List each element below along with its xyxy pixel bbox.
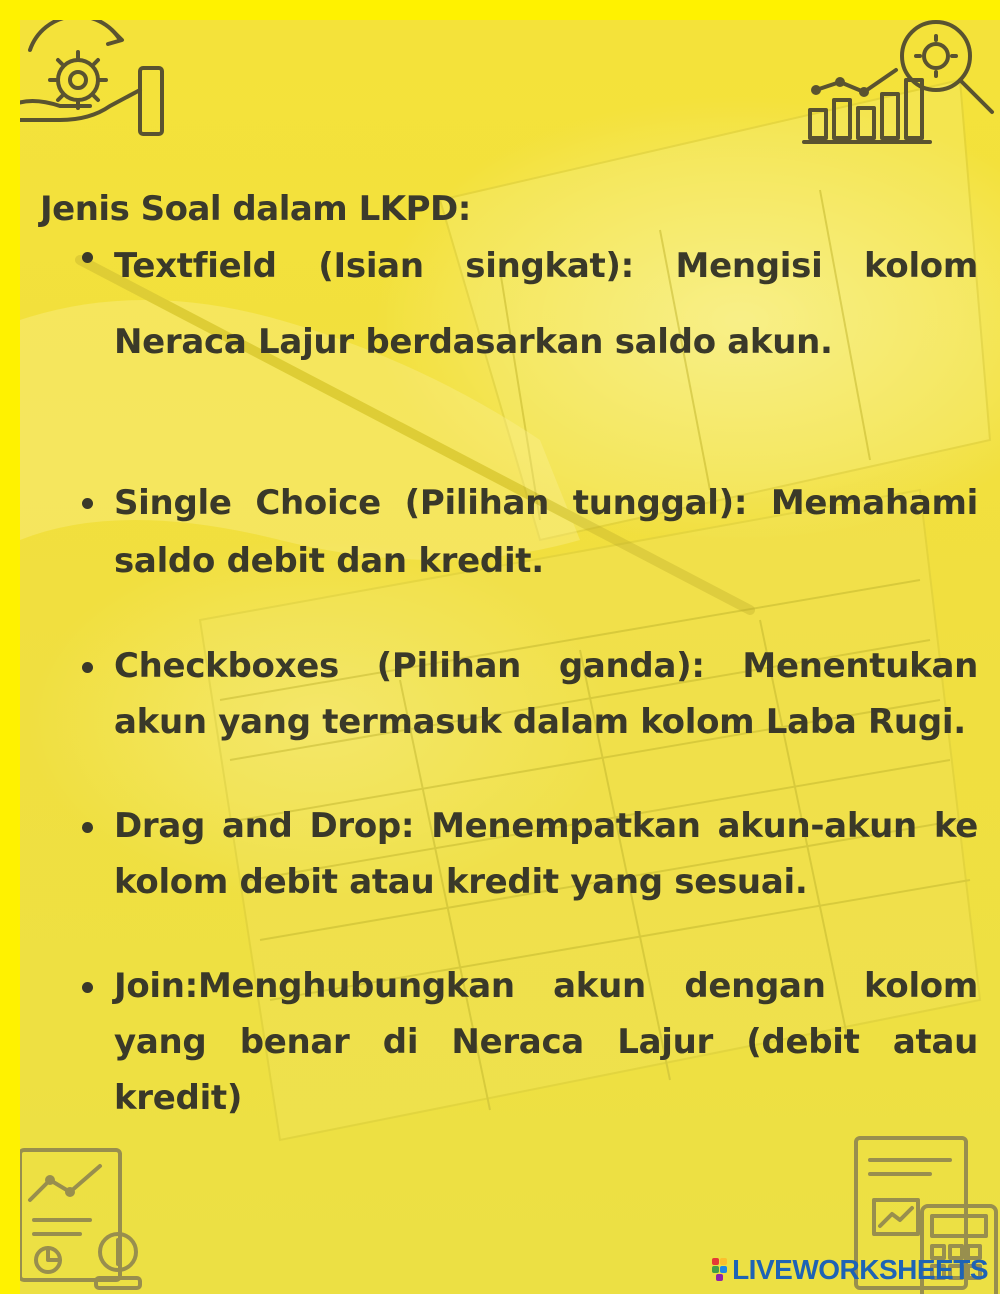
page-title: Jenis Soal dalam LKPD: (40, 188, 471, 229)
frame-left-border (0, 0, 20, 1294)
growth-chart-magnifier-icon (800, 20, 1000, 150)
question-type-list (78, 228, 978, 1126)
list-item-join: Join:Menghubungkan akun dengan kolom yang benar di Neraca Lajur (debit atau kredit) (78, 958, 978, 1126)
frame-top-border (0, 0, 1000, 20)
logo-mark-icon (712, 1258, 728, 1282)
finance-report-icon (20, 1130, 150, 1294)
list-item-drag-and-drop: Drag and Drop: Menempatkan akun-akun ke kolom debit atau kredit yang sesuai. (78, 798, 978, 910)
list-item-checkboxes: Checkboxes (Pilihan ganda): Menentukan akun yang termasuk dalam kolom Laba Rugi. (78, 638, 978, 750)
list-item-textfield: Textfield (Isian singkat): Mengisi kolom Neraca Lajur berdasarkan saldo akun. (78, 228, 978, 380)
liveworksheets-logo (712, 1254, 988, 1286)
list-item-single-choice: Single Choice (Pilihan tunggal): Memahami saldo debit dan kredit. (78, 474, 978, 590)
worksheet-page (20, 20, 1000, 1294)
logo-text: LIVEWORKSHEETS (732, 1254, 988, 1285)
gear-hand-icon (20, 20, 170, 140)
